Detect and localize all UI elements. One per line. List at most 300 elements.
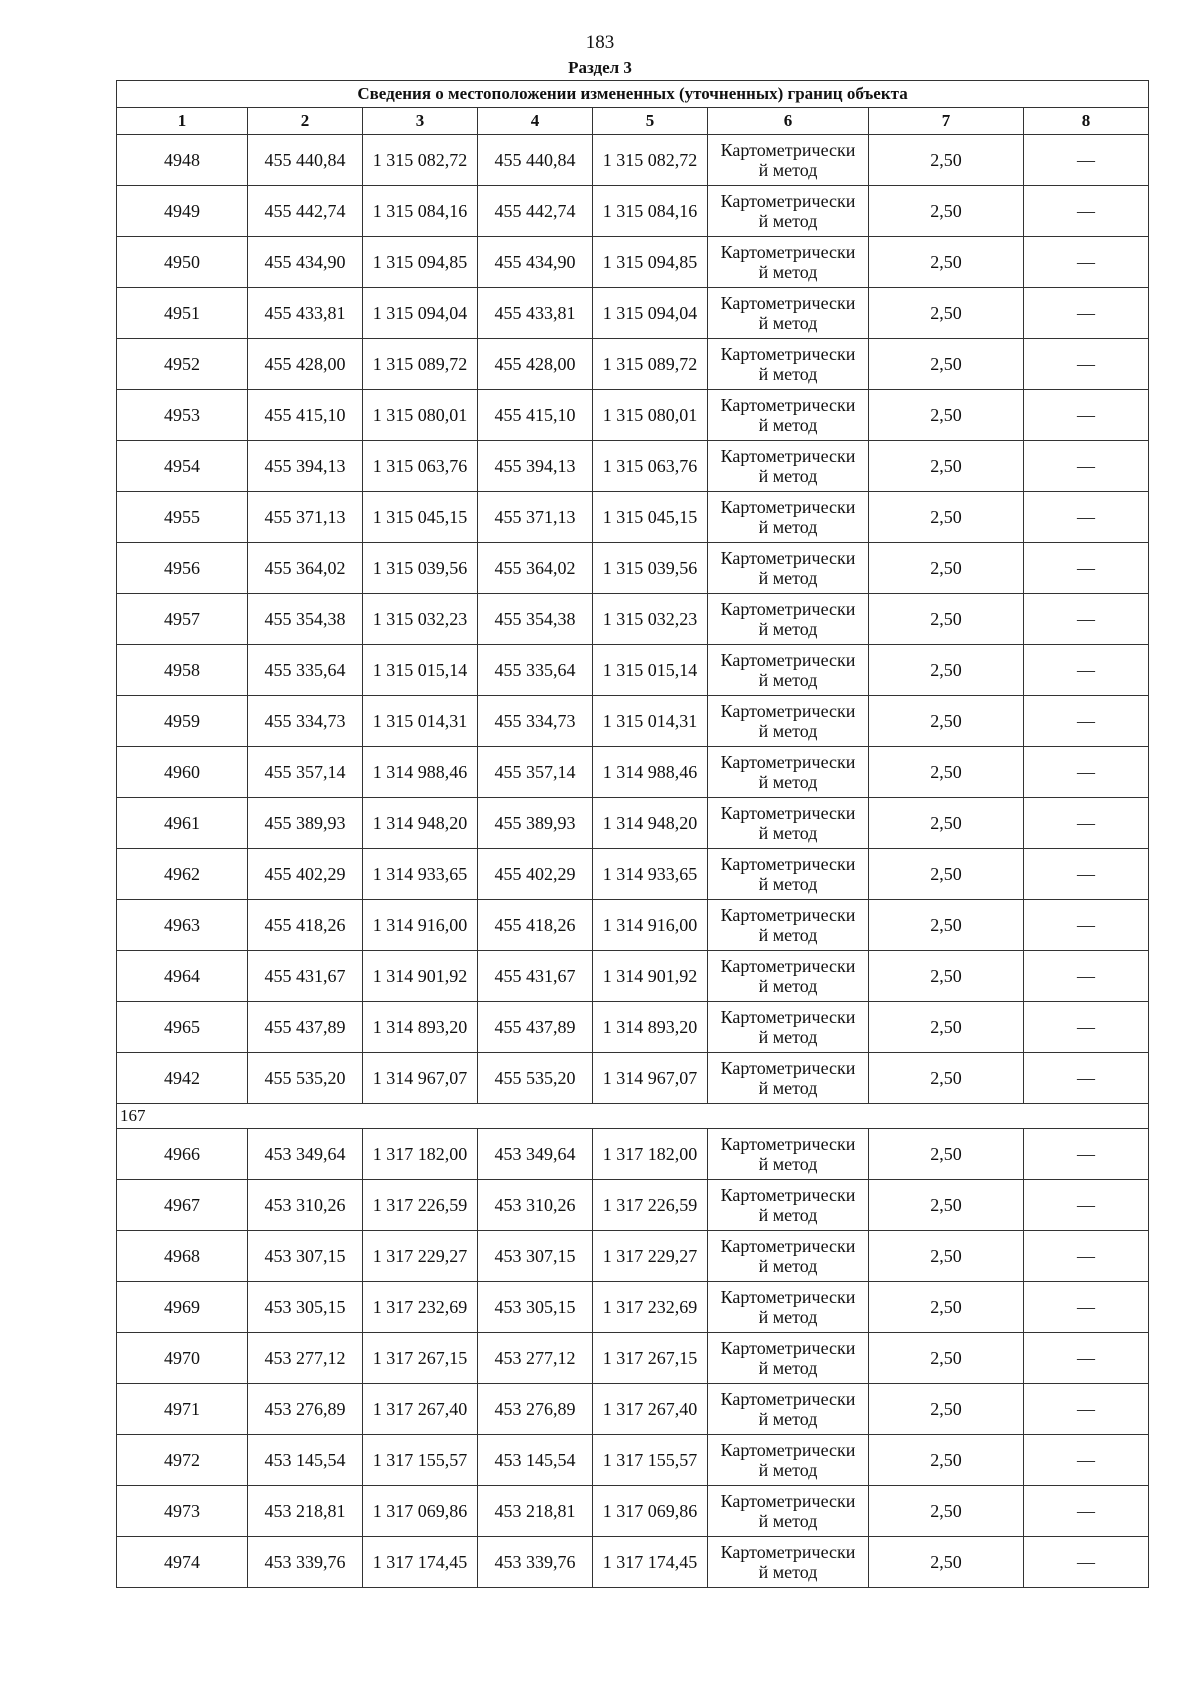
method-line-1: Картометрически bbox=[720, 1287, 856, 1307]
method-cell bbox=[708, 1282, 869, 1333]
existing-y: 1 314 948,20 bbox=[363, 798, 478, 849]
method-line-1: Картометрически bbox=[720, 191, 856, 211]
point-number: 4965 bbox=[117, 1002, 248, 1053]
table-row bbox=[117, 1282, 1149, 1333]
refined-x: 453 305,15 bbox=[478, 1282, 593, 1333]
method-line-2: й метод bbox=[758, 415, 818, 435]
existing-y: 1 315 039,56 bbox=[363, 543, 478, 594]
column-header-2: 2 bbox=[248, 108, 363, 135]
existing-x: 455 434,90 bbox=[248, 237, 363, 288]
refined-x: 455 437,89 bbox=[478, 1002, 593, 1053]
refined-y: 1 314 933,65 bbox=[593, 849, 708, 900]
table-row bbox=[117, 951, 1149, 1002]
method-cell bbox=[708, 645, 869, 696]
empty-dash: — bbox=[1024, 747, 1149, 798]
refined-y: 1 317 155,57 bbox=[593, 1435, 708, 1486]
existing-y: 1 315 045,15 bbox=[363, 492, 478, 543]
point-number: 4960 bbox=[117, 747, 248, 798]
existing-y: 1 317 174,45 bbox=[363, 1537, 478, 1588]
method-cell bbox=[708, 951, 869, 1002]
refined-y: 1 317 267,40 bbox=[593, 1384, 708, 1435]
point-number: 4957 bbox=[117, 594, 248, 645]
method-cell bbox=[708, 696, 869, 747]
empty-dash: — bbox=[1024, 951, 1149, 1002]
column-header-8: 8 bbox=[1024, 108, 1149, 135]
refined-y: 1 315 063,76 bbox=[593, 441, 708, 492]
method-line-1: Картометрически bbox=[720, 344, 856, 364]
method-line-2: й метод bbox=[758, 1562, 818, 1582]
method-line-1: Картометрически bbox=[720, 1389, 856, 1409]
method-line-1: Картометрически bbox=[720, 395, 856, 415]
existing-y: 1 314 916,00 bbox=[363, 900, 478, 951]
existing-x: 455 428,00 bbox=[248, 339, 363, 390]
method-cell bbox=[708, 543, 869, 594]
precision-value: 2,50 bbox=[869, 798, 1024, 849]
method-line-2: й метод bbox=[758, 619, 818, 639]
table-row bbox=[117, 798, 1149, 849]
precision-value: 2,50 bbox=[869, 1486, 1024, 1537]
point-number: 4972 bbox=[117, 1435, 248, 1486]
method-line-2: й метод bbox=[758, 466, 818, 486]
refined-y: 1 315 039,56 bbox=[593, 543, 708, 594]
refined-x: 455 415,10 bbox=[478, 390, 593, 441]
precision-value: 2,50 bbox=[869, 543, 1024, 594]
refined-x: 455 440,84 bbox=[478, 135, 593, 186]
table-row bbox=[117, 1231, 1149, 1282]
method-cell bbox=[708, 441, 869, 492]
existing-y: 1 315 089,72 bbox=[363, 339, 478, 390]
page-number: 183 bbox=[585, 32, 615, 53]
existing-x: 455 437,89 bbox=[248, 1002, 363, 1053]
empty-dash: — bbox=[1024, 594, 1149, 645]
existing-y: 1 314 988,46 bbox=[363, 747, 478, 798]
existing-x: 455 357,14 bbox=[248, 747, 363, 798]
point-number: 4948 bbox=[117, 135, 248, 186]
refined-x: 455 535,20 bbox=[478, 1053, 593, 1104]
method-line-2: й метод bbox=[758, 262, 818, 282]
refined-x: 455 389,93 bbox=[478, 798, 593, 849]
refined-x: 455 364,02 bbox=[478, 543, 593, 594]
table-row bbox=[117, 696, 1149, 747]
refined-x: 453 339,76 bbox=[478, 1537, 593, 1588]
method-line-2: й метод bbox=[758, 1154, 818, 1174]
precision-value: 2,50 bbox=[869, 1384, 1024, 1435]
point-number: 4953 bbox=[117, 390, 248, 441]
method-line-2: й метод bbox=[758, 670, 818, 690]
refined-x: 455 433,81 bbox=[478, 288, 593, 339]
existing-x: 455 394,13 bbox=[248, 441, 363, 492]
precision-value: 2,50 bbox=[869, 492, 1024, 543]
refined-y: 1 315 045,15 bbox=[593, 492, 708, 543]
refined-y: 1 315 080,01 bbox=[593, 390, 708, 441]
empty-dash: — bbox=[1024, 186, 1149, 237]
precision-value: 2,50 bbox=[869, 339, 1024, 390]
column-header-1: 1 bbox=[117, 108, 248, 135]
method-line-2: й метод bbox=[758, 721, 818, 741]
method-line-2: й метод bbox=[758, 874, 818, 894]
table-row bbox=[117, 1180, 1149, 1231]
existing-x: 455 442,74 bbox=[248, 186, 363, 237]
existing-x: 455 402,29 bbox=[248, 849, 363, 900]
refined-y: 1 314 988,46 bbox=[593, 747, 708, 798]
refined-y: 1 314 967,07 bbox=[593, 1053, 708, 1104]
column-header-6: 6 bbox=[708, 108, 869, 135]
existing-y: 1 315 094,85 bbox=[363, 237, 478, 288]
table-row bbox=[117, 900, 1149, 951]
method-cell bbox=[708, 900, 869, 951]
refined-y: 1 315 084,16 bbox=[593, 186, 708, 237]
empty-dash: — bbox=[1024, 798, 1149, 849]
method-line-1: Картометрически bbox=[720, 599, 856, 619]
table-row bbox=[117, 543, 1149, 594]
precision-value: 2,50 bbox=[869, 696, 1024, 747]
existing-x: 453 277,12 bbox=[248, 1333, 363, 1384]
refined-y: 1 317 069,86 bbox=[593, 1486, 708, 1537]
method-cell bbox=[708, 288, 869, 339]
method-line-2: й метод bbox=[758, 1027, 818, 1047]
point-number: 4951 bbox=[117, 288, 248, 339]
existing-y: 1 315 063,76 bbox=[363, 441, 478, 492]
refined-y: 1 314 916,00 bbox=[593, 900, 708, 951]
existing-x: 455 335,64 bbox=[248, 645, 363, 696]
empty-dash: — bbox=[1024, 645, 1149, 696]
refined-y: 1 314 901,92 bbox=[593, 951, 708, 1002]
existing-y: 1 315 094,04 bbox=[363, 288, 478, 339]
existing-x: 455 535,20 bbox=[248, 1053, 363, 1104]
method-cell bbox=[708, 390, 869, 441]
existing-y: 1 317 232,69 bbox=[363, 1282, 478, 1333]
empty-dash: — bbox=[1024, 1180, 1149, 1231]
precision-value: 2,50 bbox=[869, 747, 1024, 798]
refined-x: 455 428,00 bbox=[478, 339, 593, 390]
empty-dash: — bbox=[1024, 1384, 1149, 1435]
table-row bbox=[117, 1333, 1149, 1384]
method-cell bbox=[708, 1180, 869, 1231]
refined-y: 1 315 082,72 bbox=[593, 135, 708, 186]
method-line-1: Картометрически bbox=[720, 1440, 856, 1460]
existing-y: 1 315 082,72 bbox=[363, 135, 478, 186]
empty-dash: — bbox=[1024, 1053, 1149, 1104]
method-line-1: Картометрически bbox=[720, 140, 856, 160]
existing-y: 1 317 155,57 bbox=[363, 1435, 478, 1486]
method-line-2: й метод bbox=[758, 1205, 818, 1225]
empty-dash: — bbox=[1024, 339, 1149, 390]
point-number: 4962 bbox=[117, 849, 248, 900]
method-cell bbox=[708, 186, 869, 237]
method-cell bbox=[708, 339, 869, 390]
empty-dash: — bbox=[1024, 237, 1149, 288]
refined-x: 455 334,73 bbox=[478, 696, 593, 747]
table-row bbox=[117, 849, 1149, 900]
point-number: 4966 bbox=[117, 1129, 248, 1180]
method-line-1: Картометрически bbox=[720, 1058, 856, 1078]
refined-y: 1 317 226,59 bbox=[593, 1180, 708, 1231]
point-number: 4959 bbox=[117, 696, 248, 747]
existing-y: 1 317 069,86 bbox=[363, 1486, 478, 1537]
method-line-1: Картометрически bbox=[720, 956, 856, 976]
precision-value: 2,50 bbox=[869, 849, 1024, 900]
table-caption-row bbox=[117, 81, 1149, 108]
method-cell bbox=[708, 1333, 869, 1384]
table-row bbox=[117, 1053, 1149, 1104]
empty-dash: — bbox=[1024, 441, 1149, 492]
precision-value: 2,50 bbox=[869, 1282, 1024, 1333]
existing-x: 455 354,38 bbox=[248, 594, 363, 645]
existing-x: 453 218,81 bbox=[248, 1486, 363, 1537]
method-line-1: Картометрически bbox=[720, 293, 856, 313]
existing-y: 1 315 032,23 bbox=[363, 594, 478, 645]
precision-value: 2,50 bbox=[869, 951, 1024, 1002]
empty-dash: — bbox=[1024, 543, 1149, 594]
existing-x: 455 433,81 bbox=[248, 288, 363, 339]
table-body bbox=[117, 81, 1149, 1588]
method-line-2: й метод bbox=[758, 517, 818, 537]
point-number: 4958 bbox=[117, 645, 248, 696]
empty-dash: — bbox=[1024, 288, 1149, 339]
existing-y: 1 315 084,16 bbox=[363, 186, 478, 237]
method-line-1: Картометрически bbox=[720, 650, 856, 670]
precision-value: 2,50 bbox=[869, 1333, 1024, 1384]
column-header-row bbox=[117, 108, 1149, 135]
method-line-2: й метод bbox=[758, 823, 818, 843]
refined-x: 453 276,89 bbox=[478, 1384, 593, 1435]
method-line-1: Картометрически bbox=[720, 701, 856, 721]
method-cell bbox=[708, 747, 869, 798]
precision-value: 2,50 bbox=[869, 1002, 1024, 1053]
point-number: 4971 bbox=[117, 1384, 248, 1435]
existing-y: 1 315 014,31 bbox=[363, 696, 478, 747]
method-cell bbox=[708, 1537, 869, 1588]
existing-x: 453 307,15 bbox=[248, 1231, 363, 1282]
precision-value: 2,50 bbox=[869, 645, 1024, 696]
empty-dash: — bbox=[1024, 696, 1149, 747]
precision-value: 2,50 bbox=[869, 441, 1024, 492]
column-header-7: 7 bbox=[869, 108, 1024, 135]
existing-y: 1 314 933,65 bbox=[363, 849, 478, 900]
empty-dash: — bbox=[1024, 900, 1149, 951]
empty-dash: — bbox=[1024, 1486, 1149, 1537]
precision-value: 2,50 bbox=[869, 900, 1024, 951]
refined-x: 455 418,26 bbox=[478, 900, 593, 951]
table-row bbox=[117, 1129, 1149, 1180]
table-row bbox=[117, 186, 1149, 237]
precision-value: 2,50 bbox=[869, 1537, 1024, 1588]
existing-x: 455 364,02 bbox=[248, 543, 363, 594]
method-line-1: Картометрически bbox=[720, 905, 856, 925]
point-number: 4969 bbox=[117, 1282, 248, 1333]
empty-dash: — bbox=[1024, 1537, 1149, 1588]
refined-x: 455 402,29 bbox=[478, 849, 593, 900]
refined-y: 1 315 014,31 bbox=[593, 696, 708, 747]
boundary-table bbox=[116, 80, 1149, 1588]
refined-y: 1 315 032,23 bbox=[593, 594, 708, 645]
table-row bbox=[117, 492, 1149, 543]
empty-dash: — bbox=[1024, 1129, 1149, 1180]
precision-value: 2,50 bbox=[869, 237, 1024, 288]
existing-y: 1 315 015,14 bbox=[363, 645, 478, 696]
existing-x: 453 276,89 bbox=[248, 1384, 363, 1435]
refined-x: 453 349,64 bbox=[478, 1129, 593, 1180]
table-row bbox=[117, 747, 1149, 798]
refined-x: 455 371,13 bbox=[478, 492, 593, 543]
precision-value: 2,50 bbox=[869, 594, 1024, 645]
point-number: 4967 bbox=[117, 1180, 248, 1231]
method-cell bbox=[708, 1129, 869, 1180]
existing-x: 453 145,54 bbox=[248, 1435, 363, 1486]
existing-y: 1 314 967,07 bbox=[363, 1053, 478, 1104]
method-line-1: Картометрически bbox=[720, 752, 856, 772]
precision-value: 2,50 bbox=[869, 1129, 1024, 1180]
method-cell bbox=[708, 492, 869, 543]
refined-x: 453 145,54 bbox=[478, 1435, 593, 1486]
point-number: 4942 bbox=[117, 1053, 248, 1104]
refined-x: 455 434,90 bbox=[478, 237, 593, 288]
precision-value: 2,50 bbox=[869, 135, 1024, 186]
method-line-1: Картометрически bbox=[720, 1007, 856, 1027]
empty-dash: — bbox=[1024, 1333, 1149, 1384]
method-cell bbox=[708, 594, 869, 645]
method-line-2: й метод bbox=[758, 568, 818, 588]
method-line-2: й метод bbox=[758, 925, 818, 945]
method-cell bbox=[708, 1231, 869, 1282]
method-line-1: Картометрически bbox=[720, 446, 856, 466]
existing-x: 455 389,93 bbox=[248, 798, 363, 849]
refined-y: 1 315 094,04 bbox=[593, 288, 708, 339]
point-number: 4973 bbox=[117, 1486, 248, 1537]
method-line-1: Картометрически bbox=[720, 1236, 856, 1256]
method-line-2: й метод bbox=[758, 1358, 818, 1378]
empty-dash: — bbox=[1024, 492, 1149, 543]
existing-x: 455 431,67 bbox=[248, 951, 363, 1002]
refined-x: 453 218,81 bbox=[478, 1486, 593, 1537]
refined-x: 453 307,15 bbox=[478, 1231, 593, 1282]
method-cell bbox=[708, 1384, 869, 1435]
refined-y: 1 317 232,69 bbox=[593, 1282, 708, 1333]
point-number: 4950 bbox=[117, 237, 248, 288]
precision-value: 2,50 bbox=[869, 186, 1024, 237]
method-line-1: Картометрически bbox=[720, 1338, 856, 1358]
existing-y: 1 314 901,92 bbox=[363, 951, 478, 1002]
existing-y: 1 315 080,01 bbox=[363, 390, 478, 441]
point-number: 4954 bbox=[117, 441, 248, 492]
refined-y: 1 317 229,27 bbox=[593, 1231, 708, 1282]
empty-dash: — bbox=[1024, 135, 1149, 186]
existing-y: 1 317 182,00 bbox=[363, 1129, 478, 1180]
existing-y: 1 314 893,20 bbox=[363, 1002, 478, 1053]
refined-y: 1 317 174,45 bbox=[593, 1537, 708, 1588]
table-row bbox=[117, 1002, 1149, 1053]
refined-x: 453 310,26 bbox=[478, 1180, 593, 1231]
method-cell bbox=[708, 1486, 869, 1537]
table-row bbox=[117, 645, 1149, 696]
table-row bbox=[117, 594, 1149, 645]
section-title: Раздел 3 bbox=[568, 58, 632, 77]
table-row bbox=[117, 237, 1149, 288]
method-line-2: й метод bbox=[758, 772, 818, 792]
method-line-2: й метод bbox=[758, 1256, 818, 1276]
refined-x: 455 442,74 bbox=[478, 186, 593, 237]
point-number: 4952 bbox=[117, 339, 248, 390]
method-line-1: Картометрически bbox=[720, 497, 856, 517]
existing-y: 1 317 267,40 bbox=[363, 1384, 478, 1435]
table-row bbox=[117, 339, 1149, 390]
method-line-2: й метод bbox=[758, 211, 818, 231]
refined-y: 1 314 893,20 bbox=[593, 1002, 708, 1053]
refined-y: 1 317 267,15 bbox=[593, 1333, 708, 1384]
method-line-2: й метод bbox=[758, 160, 818, 180]
table-row bbox=[117, 1435, 1149, 1486]
table-row bbox=[117, 1537, 1149, 1588]
method-line-1: Картометрически bbox=[720, 1185, 856, 1205]
method-cell bbox=[708, 1053, 869, 1104]
empty-dash: — bbox=[1024, 1231, 1149, 1282]
point-number: 4970 bbox=[117, 1333, 248, 1384]
method-line-1: Картометрически bbox=[720, 242, 856, 262]
table-row bbox=[117, 135, 1149, 186]
point-number: 4955 bbox=[117, 492, 248, 543]
point-number: 4963 bbox=[117, 900, 248, 951]
precision-value: 2,50 bbox=[869, 390, 1024, 441]
refined-x: 455 335,64 bbox=[478, 645, 593, 696]
existing-x: 453 339,76 bbox=[248, 1537, 363, 1588]
empty-dash: — bbox=[1024, 1282, 1149, 1333]
method-line-2: й метод bbox=[758, 1078, 818, 1098]
existing-x: 455 334,73 bbox=[248, 696, 363, 747]
table-row bbox=[117, 441, 1149, 492]
method-line-1: Картометрически bbox=[720, 1491, 856, 1511]
method-line-1: Картометрически bbox=[720, 1542, 856, 1562]
method-line-2: й метод bbox=[758, 976, 818, 996]
method-cell bbox=[708, 237, 869, 288]
existing-x: 453 305,15 bbox=[248, 1282, 363, 1333]
method-cell bbox=[708, 1435, 869, 1486]
refined-x: 455 357,14 bbox=[478, 747, 593, 798]
precision-value: 2,50 bbox=[869, 1053, 1024, 1104]
refined-y: 1 315 094,85 bbox=[593, 237, 708, 288]
method-cell bbox=[708, 798, 869, 849]
point-number: 4961 bbox=[117, 798, 248, 849]
method-cell bbox=[708, 135, 869, 186]
refined-x: 455 394,13 bbox=[478, 441, 593, 492]
existing-y: 1 317 229,27 bbox=[363, 1231, 478, 1282]
column-header-3: 3 bbox=[363, 108, 478, 135]
point-number: 4974 bbox=[117, 1537, 248, 1588]
empty-dash: — bbox=[1024, 390, 1149, 441]
group-header-row bbox=[117, 1104, 1149, 1129]
refined-y: 1 317 182,00 bbox=[593, 1129, 708, 1180]
table-row bbox=[117, 1486, 1149, 1537]
point-number: 4968 bbox=[117, 1231, 248, 1282]
precision-value: 2,50 bbox=[869, 1231, 1024, 1282]
empty-dash: — bbox=[1024, 849, 1149, 900]
method-cell bbox=[708, 1002, 869, 1053]
existing-y: 1 317 226,59 bbox=[363, 1180, 478, 1231]
method-cell bbox=[708, 849, 869, 900]
table-row bbox=[117, 390, 1149, 441]
empty-dash: — bbox=[1024, 1002, 1149, 1053]
method-line-1: Картометрически bbox=[720, 548, 856, 568]
precision-value: 2,50 bbox=[869, 1180, 1024, 1231]
existing-x: 453 310,26 bbox=[248, 1180, 363, 1231]
existing-x: 455 371,13 bbox=[248, 492, 363, 543]
refined-x: 455 431,67 bbox=[478, 951, 593, 1002]
existing-y: 1 317 267,15 bbox=[363, 1333, 478, 1384]
method-line-2: й метод bbox=[758, 1460, 818, 1480]
refined-x: 453 277,12 bbox=[478, 1333, 593, 1384]
group-label: 167 bbox=[117, 1104, 1149, 1129]
method-line-1: Картометрически bbox=[720, 803, 856, 823]
precision-value: 2,50 bbox=[869, 288, 1024, 339]
